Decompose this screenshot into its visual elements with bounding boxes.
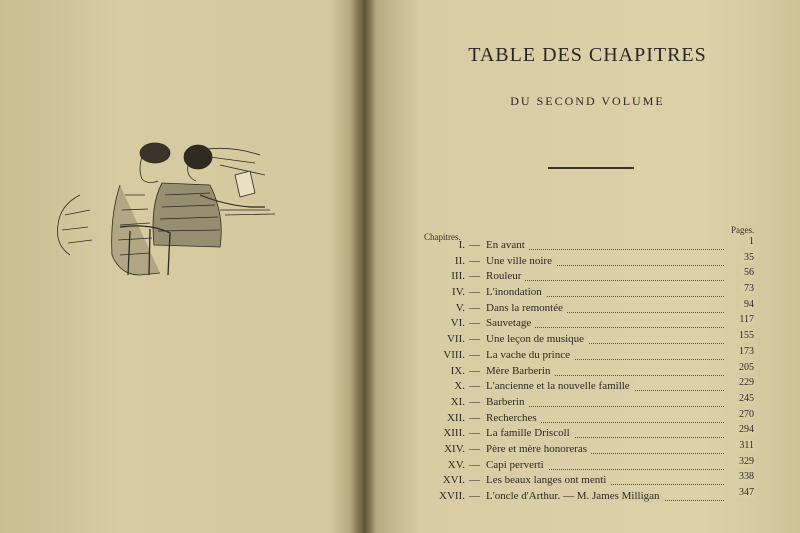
vignette-illustration: [50, 135, 275, 280]
chapter-page: 347: [736, 487, 754, 498]
chapter-dash: —: [469, 270, 480, 283]
chapter-page: 173: [736, 346, 754, 357]
toc-row: [420, 392, 760, 412]
chapter-title: L'inondation: [486, 286, 546, 298]
chapter-dash: —: [469, 333, 480, 346]
toc-row: [420, 251, 760, 271]
toc-row: [420, 330, 760, 349]
chapter-page: 338: [736, 471, 754, 482]
chapter-title: Dans la remontée: [486, 302, 567, 314]
chapter-dash: —: [469, 427, 480, 440]
chapter-title: Les beaux langes ont menti: [486, 474, 610, 486]
chapter-dash: —: [469, 317, 480, 330]
chapter-dash: —: [469, 348, 480, 361]
chapter-number: XV.: [447, 458, 465, 471]
chapter-page: 155: [736, 330, 754, 341]
chapter-title: Mère Barberin: [486, 365, 554, 377]
chapter-title: Une leçon de musique: [486, 333, 588, 345]
chapter-number: XVI.: [442, 474, 465, 487]
toc-row: [420, 377, 760, 396]
chapter-page: 73: [741, 283, 754, 294]
chapter-page: 35: [741, 252, 754, 263]
chapter-title: Rouleur: [486, 270, 525, 282]
chapter-number: XI.: [450, 395, 465, 408]
toc-row: [420, 283, 760, 302]
toc-row: [420, 298, 760, 318]
chapter-page: 229: [736, 377, 754, 388]
toc-row: [420, 487, 760, 506]
title-rule: [548, 167, 634, 169]
chapter-number: I.: [458, 239, 465, 251]
toc-row: [420, 439, 760, 459]
chapters-column-header: Chapitres.: [424, 232, 461, 242]
chapter-number: IV.: [452, 286, 465, 299]
chapter-number: VII.: [446, 333, 465, 346]
chapter-number: VI.: [450, 317, 465, 330]
page-title: TABLE DES CHAPITRES: [468, 44, 707, 66]
chapter-page: 94: [741, 299, 754, 310]
toc-row: [420, 345, 760, 365]
chapter-dash: —: [469, 239, 480, 251]
chapter-title: Sauvetage: [486, 317, 535, 329]
chapter-title: Une ville noire: [486, 255, 556, 267]
chapter-title: Barberin: [486, 396, 528, 408]
chapter-number: III.: [451, 270, 465, 283]
toc-row: [420, 471, 760, 490]
chapter-dash: —: [469, 301, 480, 314]
chapter-title: La vache du prince: [486, 349, 574, 361]
chapter-page: 245: [736, 393, 754, 404]
chapter-page: 205: [736, 362, 754, 373]
chapter-number: V.: [455, 301, 465, 314]
toc-row: [420, 424, 760, 443]
chapter-dash: —: [469, 395, 480, 408]
pages-column-header: Pages.: [731, 225, 755, 235]
chapter-number: II.: [454, 254, 465, 267]
chapter-title: La famille Driscoll: [486, 427, 574, 439]
toc-row: [420, 408, 760, 428]
chapter-dash: —: [469, 474, 480, 487]
chapter-number: IX.: [450, 364, 465, 377]
chapter-page: 270: [736, 409, 754, 420]
chapter-number: XVII.: [439, 490, 465, 502]
left-page: [0, 0, 355, 533]
chapter-title: L'oncle d'Arthur. — M. James Milligan: [486, 490, 664, 502]
chapter-number: XIV.: [444, 442, 465, 455]
chapter-title: En avant: [486, 239, 529, 251]
chapter-number: VIII.: [443, 348, 465, 361]
toc-row: [420, 267, 760, 286]
toc-row: [420, 361, 760, 381]
chapter-dash: —: [469, 364, 480, 377]
chapter-dash: —: [469, 254, 480, 267]
page-subtitle: DU SECOND VOLUME: [510, 94, 665, 108]
chapter-page: 56: [741, 267, 754, 278]
chapter-number: XII.: [446, 411, 465, 424]
chapter-dash: —: [469, 380, 480, 393]
chapter-page: 1: [746, 236, 754, 247]
chapter-title: Recherches: [486, 412, 541, 424]
toc-row: [420, 314, 760, 333]
toc-row: [420, 455, 760, 475]
chapter-dash: —: [469, 442, 480, 455]
chapter-page: 294: [736, 424, 754, 435]
chapter-page: 311: [736, 440, 754, 451]
chapter-dash: —: [469, 458, 480, 471]
chapter-dash: —: [469, 411, 480, 424]
book-gutter: [350, 0, 376, 533]
chapter-number: X.: [454, 380, 465, 393]
chapter-title: L'ancienne et la nouvelle famille: [486, 380, 634, 392]
chapter-page: 329: [736, 456, 754, 467]
chapter-title: Père et mère honoreras: [486, 443, 591, 455]
chapter-number: XIII.: [443, 427, 465, 440]
chapter-title: Capi perverti: [486, 459, 548, 471]
chapter-dash: —: [469, 490, 480, 502]
chapter-page: 117: [736, 314, 754, 325]
chapter-dash: —: [469, 286, 480, 299]
